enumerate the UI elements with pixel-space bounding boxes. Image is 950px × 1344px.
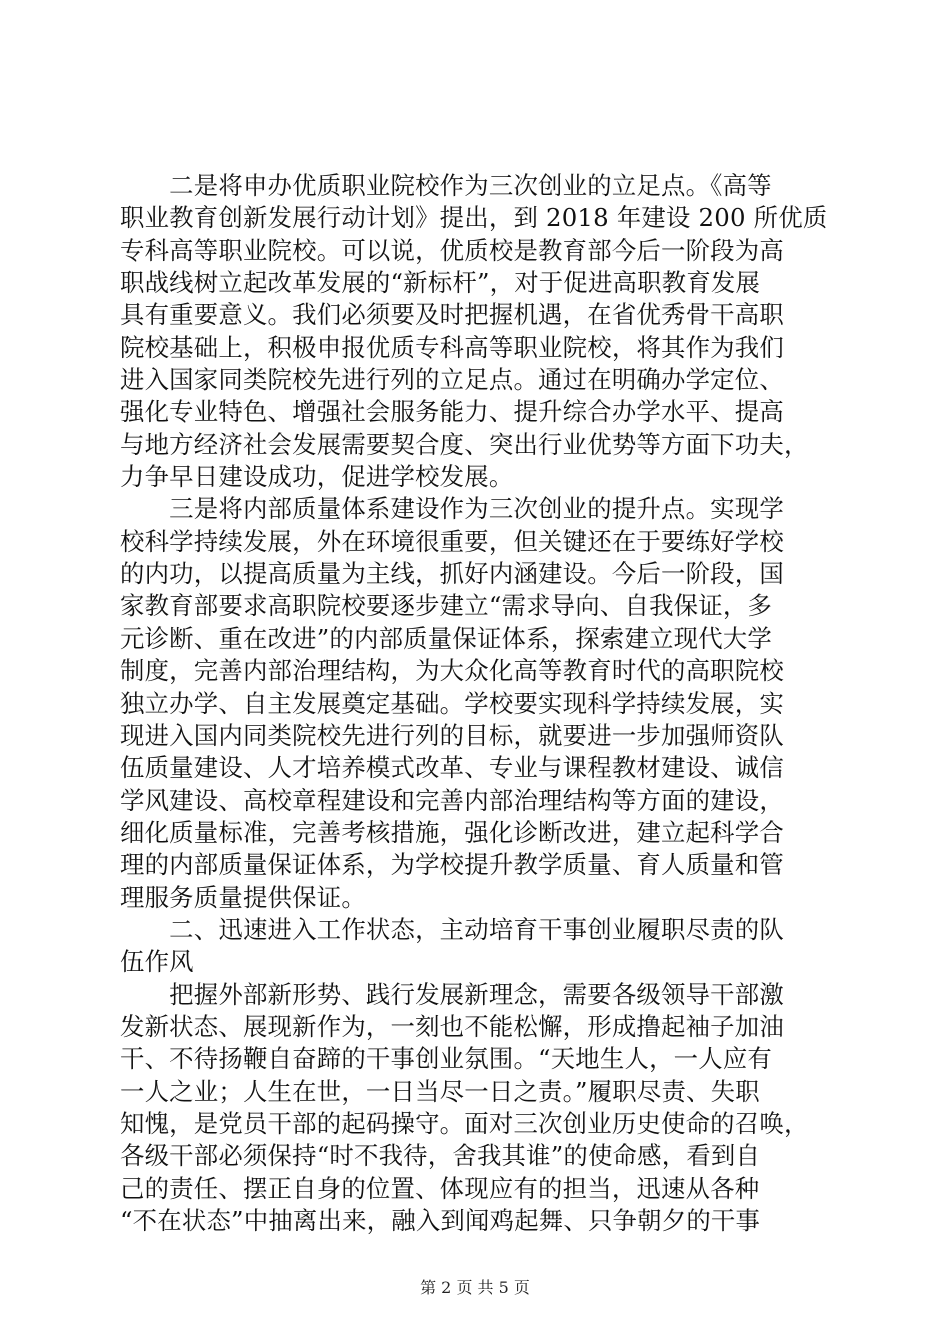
text-line: 校科学持续发展，外在环境很重要，但关键还在于要练好学校 [120, 526, 784, 556]
text-line: 三是将内部质量体系建设作为三次创业的提升点。实现学 [120, 494, 784, 524]
text-line: 一人之业；人生在世，一日当尽一日之责。”履职尽责、失职 [120, 1076, 760, 1106]
text-line: 现进入国内同类院校先进行列的目标，就要进一步加强师资队 [120, 720, 784, 750]
text-line: 发新状态、展现新作为，一刻也不能松懈，形成撸起袖子加油 [120, 1011, 784, 1041]
text-line: 职业教育创新发展行动计划》提出，到 2018 年建设 200 所优质 [120, 203, 828, 233]
text-line: 力争早日建设成功，促进学校发展。 [120, 462, 514, 492]
text-line: 二是将申办优质职业院校作为三次创业的立足点。《高等 [120, 171, 772, 200]
text-line: 职战线树立起改革发展的“新标杆”，对于促进高职教育发展 [120, 268, 761, 298]
text-line: 独立办学、自主发展奠定基础。学校要实现科学持续发展，实 [120, 688, 784, 718]
text-line: 细化质量标准，完善考核措施，强化诊断改进，建立起科学合 [120, 817, 784, 847]
text-line: 理的内部质量保证体系，为学校提升教学质量、育人质量和管 [120, 850, 784, 880]
text-line: 专科高等职业院校。可以说，优质校是教育部今后一阶段为高 [120, 235, 784, 265]
text-line: 己的责任、摆正自身的位置、体现应有的担当，迅速从各种 [120, 1173, 760, 1203]
text-line: 学风建设、高校章程建设和完善内部治理结构等方面的建设， [120, 785, 784, 815]
text-line: 家教育部要求高职院校要逐步建立“需求导向、自我保证，多 [120, 591, 773, 621]
text-line: 干、不待扬鞭自奋蹄的干事创业氛围。“天地生人，一人应有 [120, 1044, 773, 1074]
text-line: “不在状态”中抽离出来，融入到闻鸡起舞、只争朝夕的干事 [120, 1206, 761, 1235]
text-line: 与地方经济社会发展需要契合度、突出行业优势等方面下功夫， [120, 429, 809, 459]
text-line: 伍质量建设、人才培养模式改革、专业与课程教材建设、诚信 [120, 753, 784, 783]
page-number-footer: 第 2 页 共 5 页 [420, 1278, 530, 1297]
text-line: 二、迅速进入工作状态，主动培育干事创业履职尽责的队 [120, 914, 784, 944]
text-line: 院校基础上，积极申报优质专科高等职业院校，将其作为我们 [120, 332, 784, 362]
text-line: 进入国家同类院校先进行列的立足点。通过在明确办学定位、 [120, 365, 784, 395]
text-line: 理服务质量提供保证。 [120, 882, 366, 912]
text-line: 把握外部新形势、践行发展新理念，需要各级领导干部激 [120, 979, 784, 1009]
text-line: 制度，完善内部治理结构，为大众化高等教育时代的高职院校 [120, 656, 784, 686]
body-text [120, 170, 832, 1237]
text-line: 知愧，是党员干部的起码操守。面对三次创业历史使命的召唤， [120, 1108, 809, 1138]
text-line: 元诊断、重在改进”的内部质量保证体系，探索建立现代大学 [120, 623, 773, 653]
text-line: 的内功，以提高质量为主线，抓好内涵建设。今后一阶段，国 [120, 559, 784, 589]
text-line: 强化专业特色、增强社会服务能力、提升综合办学水平、提高 [120, 397, 784, 427]
text-line: 伍作风 [120, 947, 194, 977]
text-line: 各级干部必须保持“时不我待，舍我其谁”的使命感，看到自 [120, 1141, 761, 1171]
text-line: 具有重要意义。我们必须要及时把握机遇，在省优秀骨干高职 [120, 300, 784, 330]
